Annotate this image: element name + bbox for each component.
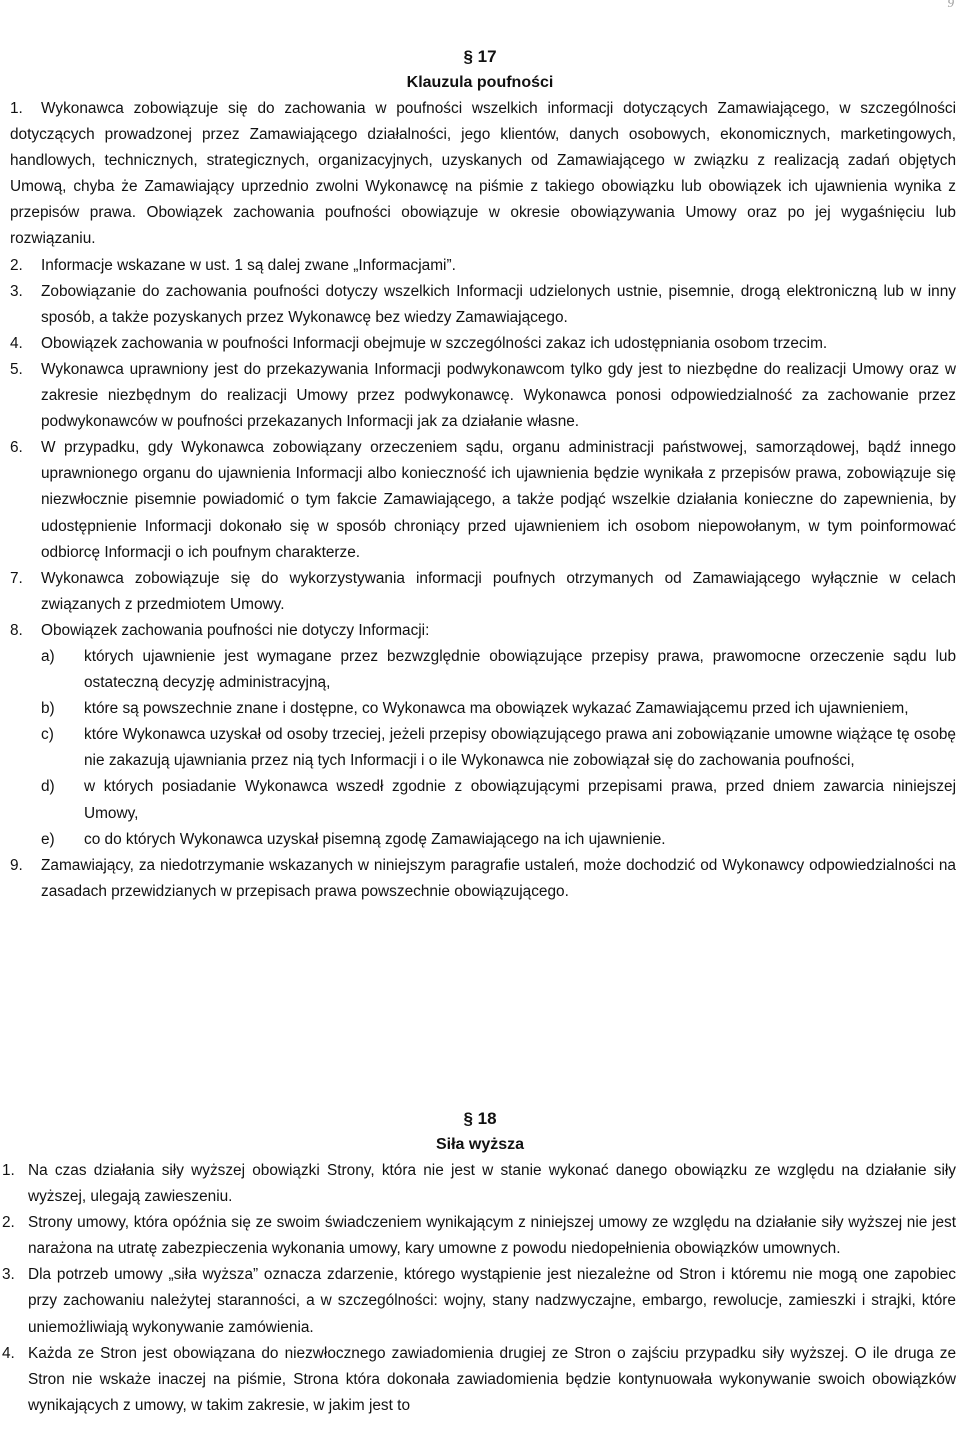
clause-text: Wykonawca uprawniony jest do przekazywania Informacji podwykonawcom tylko gdy jest to niezbędne do realizacji Umowy oraz w zakresie niezbędnym do realizacji Umowy przez podwykonawcę. Wykonawca ponosi odpowiedzialność za zachowanie przez podwykonawców w poufności przekazanych Informacji jak za działanie własne.	[41, 360, 956, 431]
clause-number: 4.	[2, 1344, 15, 1362]
clause-text: Wykonawca zobowiązuje się do wykorzystywania informacji poufnych otrzymanych od Zamawiającego wyłącznie w celach związanych z przedmiotem Umowy.	[41, 569, 956, 613]
clause-item	[10, 357, 956, 435]
clause-number: 1.	[2, 1162, 15, 1179]
clause-number: 6.	[10, 439, 23, 457]
subclause-item	[41, 722, 956, 774]
clause-item	[10, 618, 956, 853]
subclause-text: w których posiadanie Wykonawca wszedł zgodnie z obowiązującymi przepisami prawa, przed dniem zawarcia niniejszej Umowy,	[84, 778, 956, 822]
subclause-text: których ujawnienie jest wymagane przez bezwzględnie obowiązujące przepisy prawa, prawomocne orzeczenie sądu lub ostateczną decyzję administracyjną,	[84, 647, 956, 692]
clause-number: 5.	[10, 360, 23, 378]
clause-text: Dla potrzeb umowy „siła wyższa” oznacza zdarzenie, którego wystąpienie jest niezależne od Stron i któremu nie mogą one zapobiec przy zachowaniu należytej staranności, a w szczególności: wojny, stany nadzwyczajne, embargo, rewolucje, zamieszki i strajki, które uniemożliwiają wykonywanie zamówienia.	[28, 1266, 956, 1336]
page-number: 9	[947, 0, 954, 10]
clause-number: 1.	[10, 100, 23, 117]
clause-text: Zobowiązanie do zachowania poufności dotyczy wszelkich Informacji udzielonych ustnie, pisemnie, drogą elektroniczną lub w inny sposób, a także pozyskanych przez Wykonawcę bez wiedzy Zamawiającego.	[41, 282, 956, 326]
clause-number: 9.	[10, 856, 23, 874]
clause-number: 8.	[10, 621, 23, 639]
clause-number: 4.	[10, 334, 23, 352]
clause-item	[2, 1158, 956, 1210]
clause-number: 2.	[2, 1214, 15, 1232]
clause-item	[10, 253, 956, 279]
subclause-text: które są powszechnie znane i dostępne, co Wykonawca ma obowiązek wykazać Zamawiającemu przed ich ujawnieniem,	[84, 700, 909, 718]
subclause-text: które Wykonawca uzyskał od osoby trzeciej, jeżeli przepisy obowiązującego prawa ani zobowiązanie umowne wiążące tę osobę nie zakazują ujawniania przez nią tych Informacji i o ile Wykonawca nie zobowiązał się do zachowania poufności,	[84, 726, 956, 770]
clause-number: 3.	[2, 1266, 15, 1284]
clause-item	[2, 1210, 956, 1262]
clause-item	[10, 279, 956, 331]
subclause-item	[41, 644, 956, 696]
clause-text: W przypadku, gdy Wykonawca zobowiązany orzeczeniem sądu, organu administracji państwowej, samorządowej, bądź innego uprawnionego organu do ujawnienia Informacji albo konieczność ich ujawnienia będzie wynikała z przepisów prawa, zobowiązuje się niezwłocznie pisemnie powiadomić o tym fakcie Zamawiającego, a także podjąć wszelkie działania konieczne do zapewnienia, by udostępnienie Informacji dokonało się w sposób chroniący przed ujawnieniem ich osobom niepowołanym, w tym poinformować odbiorcę Informacji o ich poufnym charakterze.	[41, 439, 956, 561]
subclause-letter: b)	[41, 700, 55, 718]
section-18	[0, 1106, 960, 1419]
clause-text: Na czas działania siły wyższej obowiązki Strony, która nie jest w stanie wykonać danego obowiązku ze względu na działanie siły wyższej, ulegają zawieszeniu.	[28, 1162, 956, 1206]
clause-text: Strony umowy, która opóźnia się ze swoim świadczeniem wynikającym z niniejszej umowy ze względu na działanie siły wyższej nie jest narażona na utratę zabezpieczenia wykonania umowy, kary umowne z powodu niedopełnienia obowiązków umownych.	[28, 1214, 956, 1258]
clause-number: 3.	[10, 282, 23, 300]
section-number: § 17	[463, 47, 497, 66]
subclause-text: co do których Wykonawca uzyskał pisemną zgodę Zamawiającego na ich ujawnienie.	[84, 830, 666, 848]
clause-text: Wykonawca zobowiązuje się do zachowania w poufności wszelkich informacji dotyczących Zamawiającego, w szczególności dotyczących prowadzonej przez Zamawiającego działalności, jego klientów, danych osobowych, ekonomicznych, marketingowych, handlowych, technicznych, strategicznych, organizacyjnych, uzyskanych od Zamawiającego w związku z realizacją zadań objętych Umową, chyba że Zamawiający uprzednio zwolni Wykonawcę na piśmie z takiego obowiązku lub obowiązek ich ujawnienia wynika z przepisów prawa. Obowiązek zachowania poufności obowiązuje w okresie obowiązywania Umowy oraz po jej wygaśnięciu lub rozwiązaniu.	[10, 100, 956, 248]
clause-item	[2, 1262, 956, 1340]
clause-text: Każda ze Stron jest obowiązana do niezwłocznego zawiadomienia drugiej ze Stron o zajściu przypadku siły wyższej. O ile druga ze Stron nie wskaże inaczej na piśmie, Strona która dokonała zawiadomienia będzie kontynuowała wykonywanie swoich obowiązków wynikających z umowy, w takim zakresie, w jakim jest to	[28, 1344, 956, 1414]
clause-item	[10, 435, 956, 565]
clause-item	[10, 853, 956, 905]
subclause-item	[41, 774, 956, 826]
clause-item	[10, 566, 956, 618]
subclause-letter: a)	[41, 647, 55, 665]
subclause-letter: d)	[41, 778, 55, 796]
clause-number: 2.	[10, 256, 23, 274]
section-number: § 18	[463, 1109, 497, 1128]
clause-item	[2, 1341, 956, 1419]
section-title: Klauzula poufności	[406, 74, 554, 91]
subclause-letter: e)	[41, 830, 55, 848]
clause-item	[10, 96, 956, 253]
clause-text: Obowiązek zachowania poufności nie dotyczy Informacji:	[41, 621, 430, 639]
section-17	[0, 44, 960, 905]
clause-text: Obowiązek zachowania w poufności Informacji obejmuje w szczególności zakaz ich udostępniania osobom trzecim.	[41, 334, 828, 352]
clause-text: Informacje wskazane w ust. 1 są dalej zwane „Informacjami”.	[41, 256, 456, 274]
subclause-letter: c)	[41, 726, 54, 744]
clause-number: 7.	[10, 569, 23, 587]
section-title: Siła wyższa	[435, 1136, 525, 1153]
subclause-item	[41, 827, 956, 853]
clause-item	[10, 331, 956, 357]
clause-text: Zamawiający, za niedotrzymanie wskazanych w niniejszym paragrafie ustaleń, może dochodzić od Wykonawcy odpowiedzialności na zasadach przewidzianych w przepisach prawa powszechnie obowiązującego.	[41, 856, 956, 900]
subclause-item	[41, 696, 956, 722]
